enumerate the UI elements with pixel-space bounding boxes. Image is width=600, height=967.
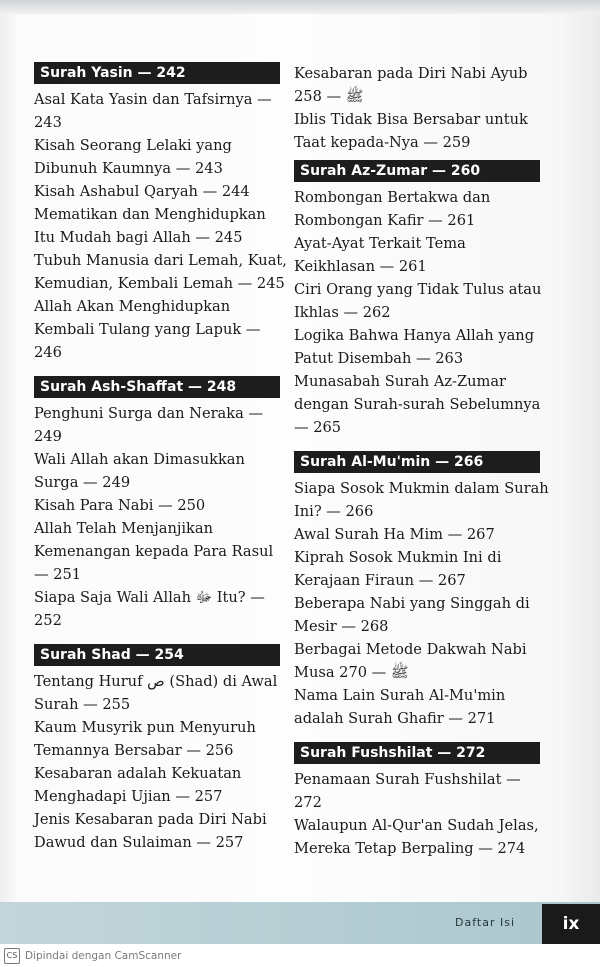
toc-entry: Kaum Musyrik pun Menyuruh <box>34 719 256 736</box>
toc-entry: Rombongan Kafir — 261 <box>294 212 476 229</box>
toc-right-column <box>294 62 549 860</box>
toc-entry: Penamaan Surah Fushshilat — <box>294 771 521 788</box>
toc-entry: Jenis Kesabaran pada Diri Nabi <box>34 811 267 828</box>
toc-entry: Siapa Saja Wali Allah ﷻ Itu? — <box>34 589 265 606</box>
footer-section-label: Daftar Isi <box>455 916 515 929</box>
toc-entry: Munasabah Surah Az-Zumar <box>294 373 507 390</box>
toc-entry: Ini? — 266 <box>294 503 374 520</box>
toc-entry: — 251 <box>34 566 82 583</box>
toc-entry: Asal Kata Yasin dan Tafsirnya — <box>34 91 272 108</box>
toc-entry: Wali Allah akan Dimasukkan <box>34 451 245 468</box>
toc-entry: ﷺ — 258 <box>294 88 364 105</box>
toc-entry: Rombongan Bertakwa dan <box>294 189 491 206</box>
toc-entry: Kisah Para Nabi — 250 <box>34 497 206 514</box>
section-header-al-mumin: Surah Al-Mu'min — 266 <box>294 451 540 473</box>
page-number: ix <box>542 904 600 944</box>
toc-entry: Mesir — 268 <box>294 618 389 635</box>
toc-entry: Kembali Tulang yang Lapuk — <box>34 321 261 338</box>
toc-entry: Tentang Huruf ص (Shad) di Awal <box>34 673 278 690</box>
toc-entry: Menghadapi Ujian — 257 <box>34 788 223 805</box>
toc-entry: Kesabaran pada Diri Nabi Ayub <box>294 65 528 82</box>
toc-entry: Kemenangan kepada Para Rasul <box>34 543 274 560</box>
toc-entry: 252 <box>34 612 62 629</box>
toc-entry: Beberapa Nabi yang Singgah di <box>294 595 530 612</box>
toc-entry: Surga — 249 <box>34 474 131 491</box>
toc-entry: Kiprah Sosok Mukmin Ini di <box>294 549 502 566</box>
section-header-yasin: Surah Yasin — 242 <box>34 62 280 84</box>
toc-entry: Kisah Ashabul Qaryah — 244 <box>34 183 250 200</box>
toc-entry: adalah Surah Ghafir — 271 <box>294 710 496 727</box>
toc-entry: Siapa Sosok Mukmin dalam Surah <box>294 480 549 497</box>
toc-entry: 249 <box>34 428 62 445</box>
toc-entry: Allah Akan Menghidupkan <box>34 298 231 315</box>
toc-entry: Berbagai Metode Dakwah Nabi <box>294 641 527 658</box>
toc-entry: dengan Surah-surah Sebelumnya <box>294 396 541 413</box>
toc-entry: Kerajaan Firaun — 267 <box>294 572 466 589</box>
toc-entry: Ikhlas — 262 <box>294 304 391 321</box>
toc-entry: Dawud dan Sulaiman — 257 <box>34 834 244 851</box>
toc-entry: 246 <box>34 344 62 361</box>
page-top-edge <box>0 0 600 14</box>
toc-entry: Iblis Tidak Bisa Bersabar untuk <box>294 111 528 128</box>
toc-entry: Kisah Seorang Lelaki yang <box>34 137 232 154</box>
section-header-az-zumar: Surah Az-Zumar — 260 <box>294 160 540 182</box>
toc-entry: Walaupun Al-Qur'an Sudah Jelas, <box>294 817 539 834</box>
toc-entry: Mematikan dan Menghidupkan <box>34 206 266 223</box>
scanner-watermark <box>0 944 600 967</box>
toc-entry: Musa ﷺ — 270 <box>294 664 409 681</box>
toc-entry: Dibunuh Kaumnya — 243 <box>34 160 223 177</box>
toc-entry: Surah — 255 <box>34 696 131 713</box>
toc-entry: Ayat-Ayat Terkait Tema <box>294 235 466 252</box>
toc-entry: Keikhlasan — 261 <box>294 258 427 275</box>
toc-entry: Temannya Bersabar — 256 <box>34 742 234 759</box>
toc-entry: Taat kepada-Nya — 259 <box>294 134 471 151</box>
toc-entry: Kemudian, Kembali Lemah — 245 <box>34 275 285 292</box>
toc-entry: 243 <box>34 114 62 131</box>
toc-entry: Tubuh Manusia dari Lemah, Kuat, <box>34 252 287 269</box>
section-header-shad: Surah Shad — 254 <box>34 644 280 666</box>
toc-entry: Mereka Tetap Berpaling — 274 <box>294 840 526 857</box>
toc-left-column <box>34 62 287 854</box>
toc-entry: Allah Telah Menjanjikan <box>34 520 213 537</box>
toc-entry: Penghuni Surga dan Neraka — <box>34 405 264 422</box>
toc-entry: 272 <box>294 794 322 811</box>
toc-entry: Patut Disembah — 263 <box>294 350 464 367</box>
section-header-fushshilat: Surah Fushshilat — 272 <box>294 742 540 764</box>
toc-entry: Awal Surah Ha Mim — 267 <box>294 526 495 543</box>
section-header-ash-shaffat: Surah Ash-Shaffat — 248 <box>34 376 280 398</box>
toc-entry: Nama Lain Surah Al-Mu'min <box>294 687 506 704</box>
toc-entry: Itu Mudah bagi Allah — 245 <box>34 229 243 246</box>
toc-entry: — 265 <box>294 419 342 436</box>
scanner-watermark-text: Dipindai dengan CamScanner <box>25 949 182 962</box>
toc-entry: Kesabaran adalah Kekuatan <box>34 765 242 782</box>
toc-entry: Logika Bahwa Hanya Allah yang <box>294 327 535 344</box>
camscanner-icon: CS <box>4 948 20 964</box>
toc-entry: Ciri Orang yang Tidak Tulus atau <box>294 281 542 298</box>
